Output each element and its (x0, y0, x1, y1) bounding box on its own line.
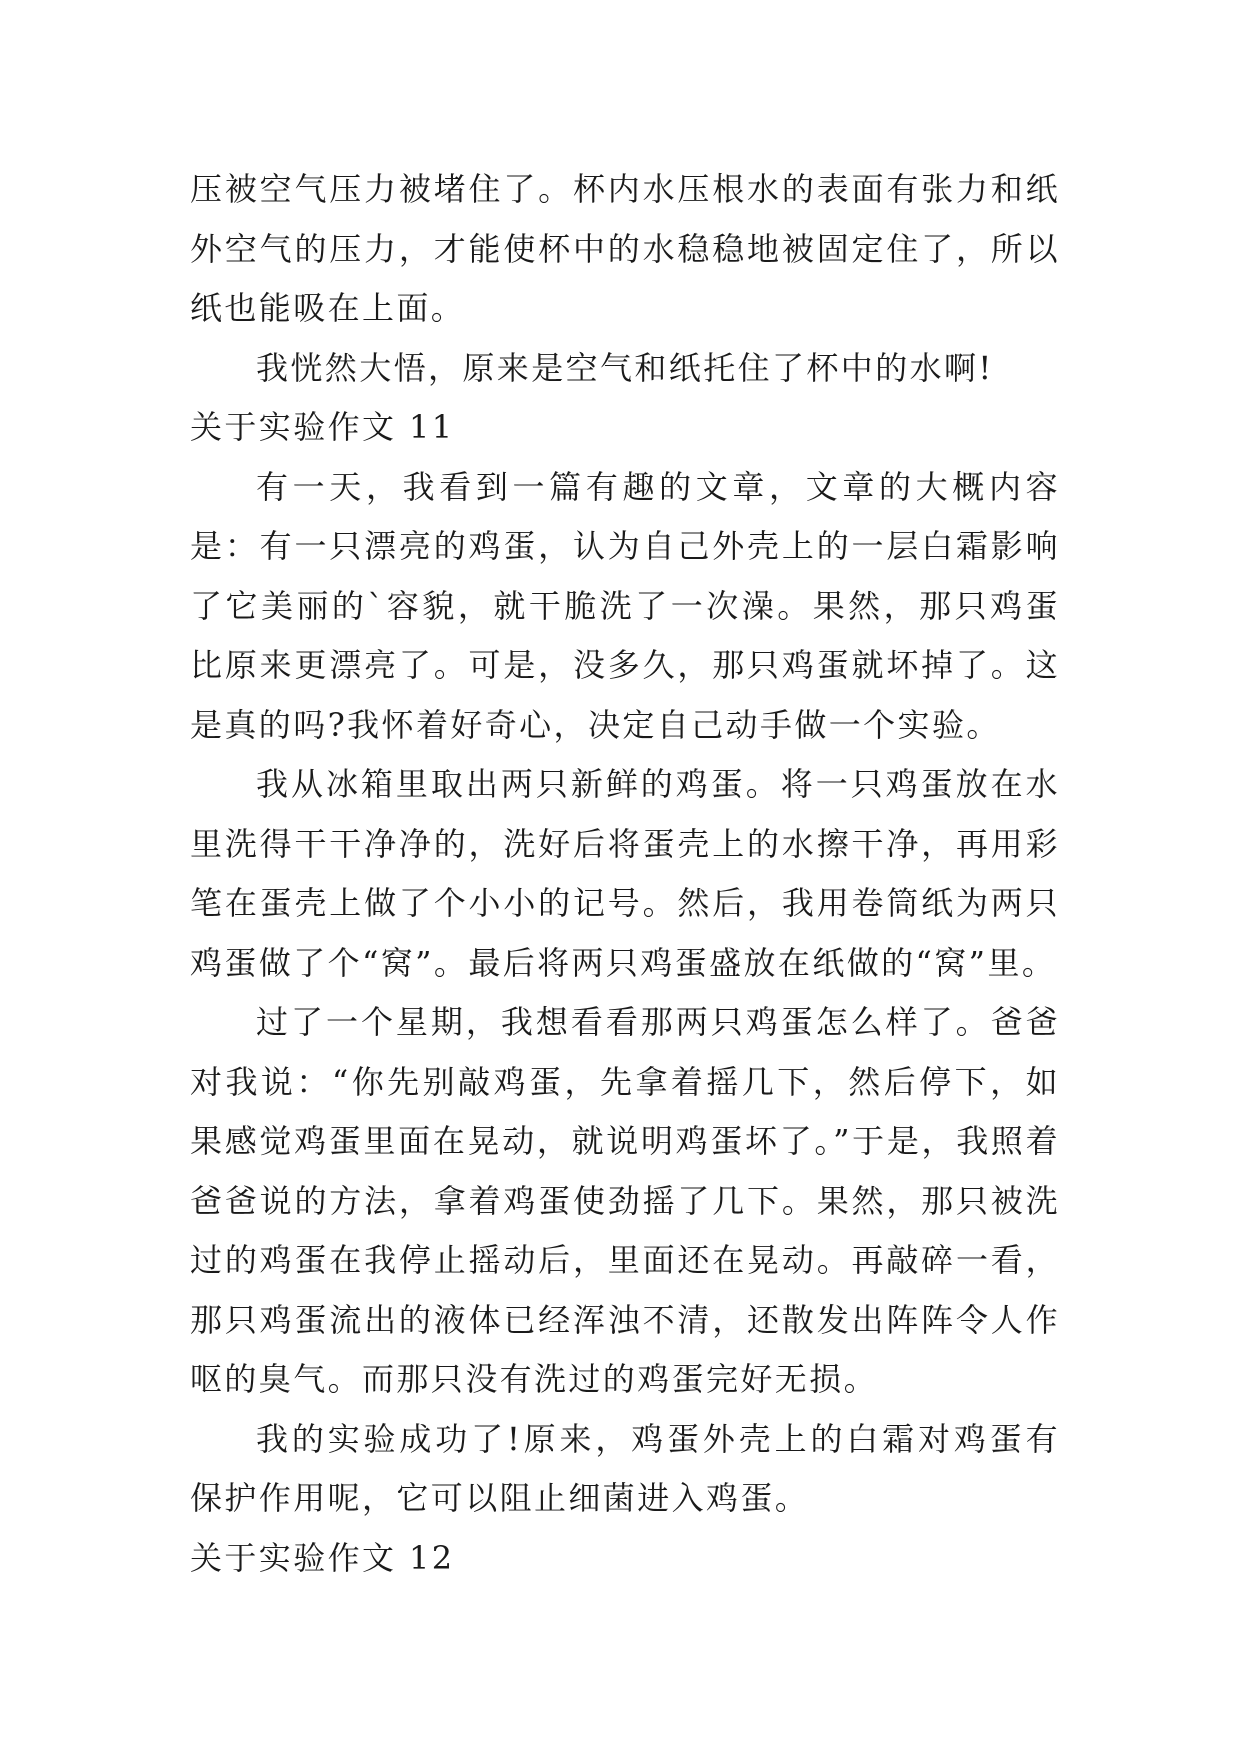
essay-heading-12: 关于实验作文 12 (190, 1538, 455, 1577)
paragraph-continued: 压被空气压力被堵住了。杯内水压根水的表面有张力和纸外空气的压力，才能使杯中的水稳稳地被固定住了，所以纸也能吸在上面。 (190, 170, 1060, 327)
document-body (190, 160, 1060, 1588)
paragraph-summary: 我的实验成功了!原来，鸡蛋外壳上的白霜对鸡蛋有保护作用呢，它可以阻止细菌进入鸡蛋。 (190, 1419, 1060, 1517)
paragraph-intro: 有一天，我看到一篇有趣的文章，文章的大概内容是：有一只漂亮的鸡蛋，认为自己外壳上的一层白霜影响了它美丽的`容貌，就干脆洗了一次澡。果然，那只鸡蛋比原来更漂亮了。可是，没多久，那只鸡蛋就坏掉了。这是真的吗?我怀着好奇心，决定自己动手做一个实验。 (190, 467, 1060, 744)
paragraph-conclusion: 我恍然大悟，原来是空气和纸托住了杯中的水啊! (256, 348, 994, 387)
paragraph-procedure: 我从冰箱里取出两只新鲜的鸡蛋。将一只鸡蛋放在水里洗得干干净净的，洗好后将蛋壳上的水擦干净，再用彩笔在蛋壳上做了个小小的记号。然后，我用卷筒纸为两只鸡蛋做了个“窝”。最后将两只鸡蛋盛放在纸做的“窝”里。 (190, 765, 1060, 982)
paragraph-result: 过了一个星期，我想看看那两只鸡蛋怎么样了。爸爸对我说：“你先别敲鸡蛋，先拿着摇几下，然后停下，如果感觉鸡蛋里面在晃动，就说明鸡蛋坏了。”于是，我照着爸爸说的方法，拿着鸡蛋使劲摇了几下。果然，那只被洗过的鸡蛋在我停止摇动后，里面还在晃动。再敲碎一看，那只鸡蛋流出的液体已经浑浊不清，还散发出阵阵令人作呕的臭气。而那只没有洗过的鸡蛋完好无损。 (190, 1003, 1060, 1398)
essay-heading-11: 关于实验作文 11 (190, 408, 455, 446)
